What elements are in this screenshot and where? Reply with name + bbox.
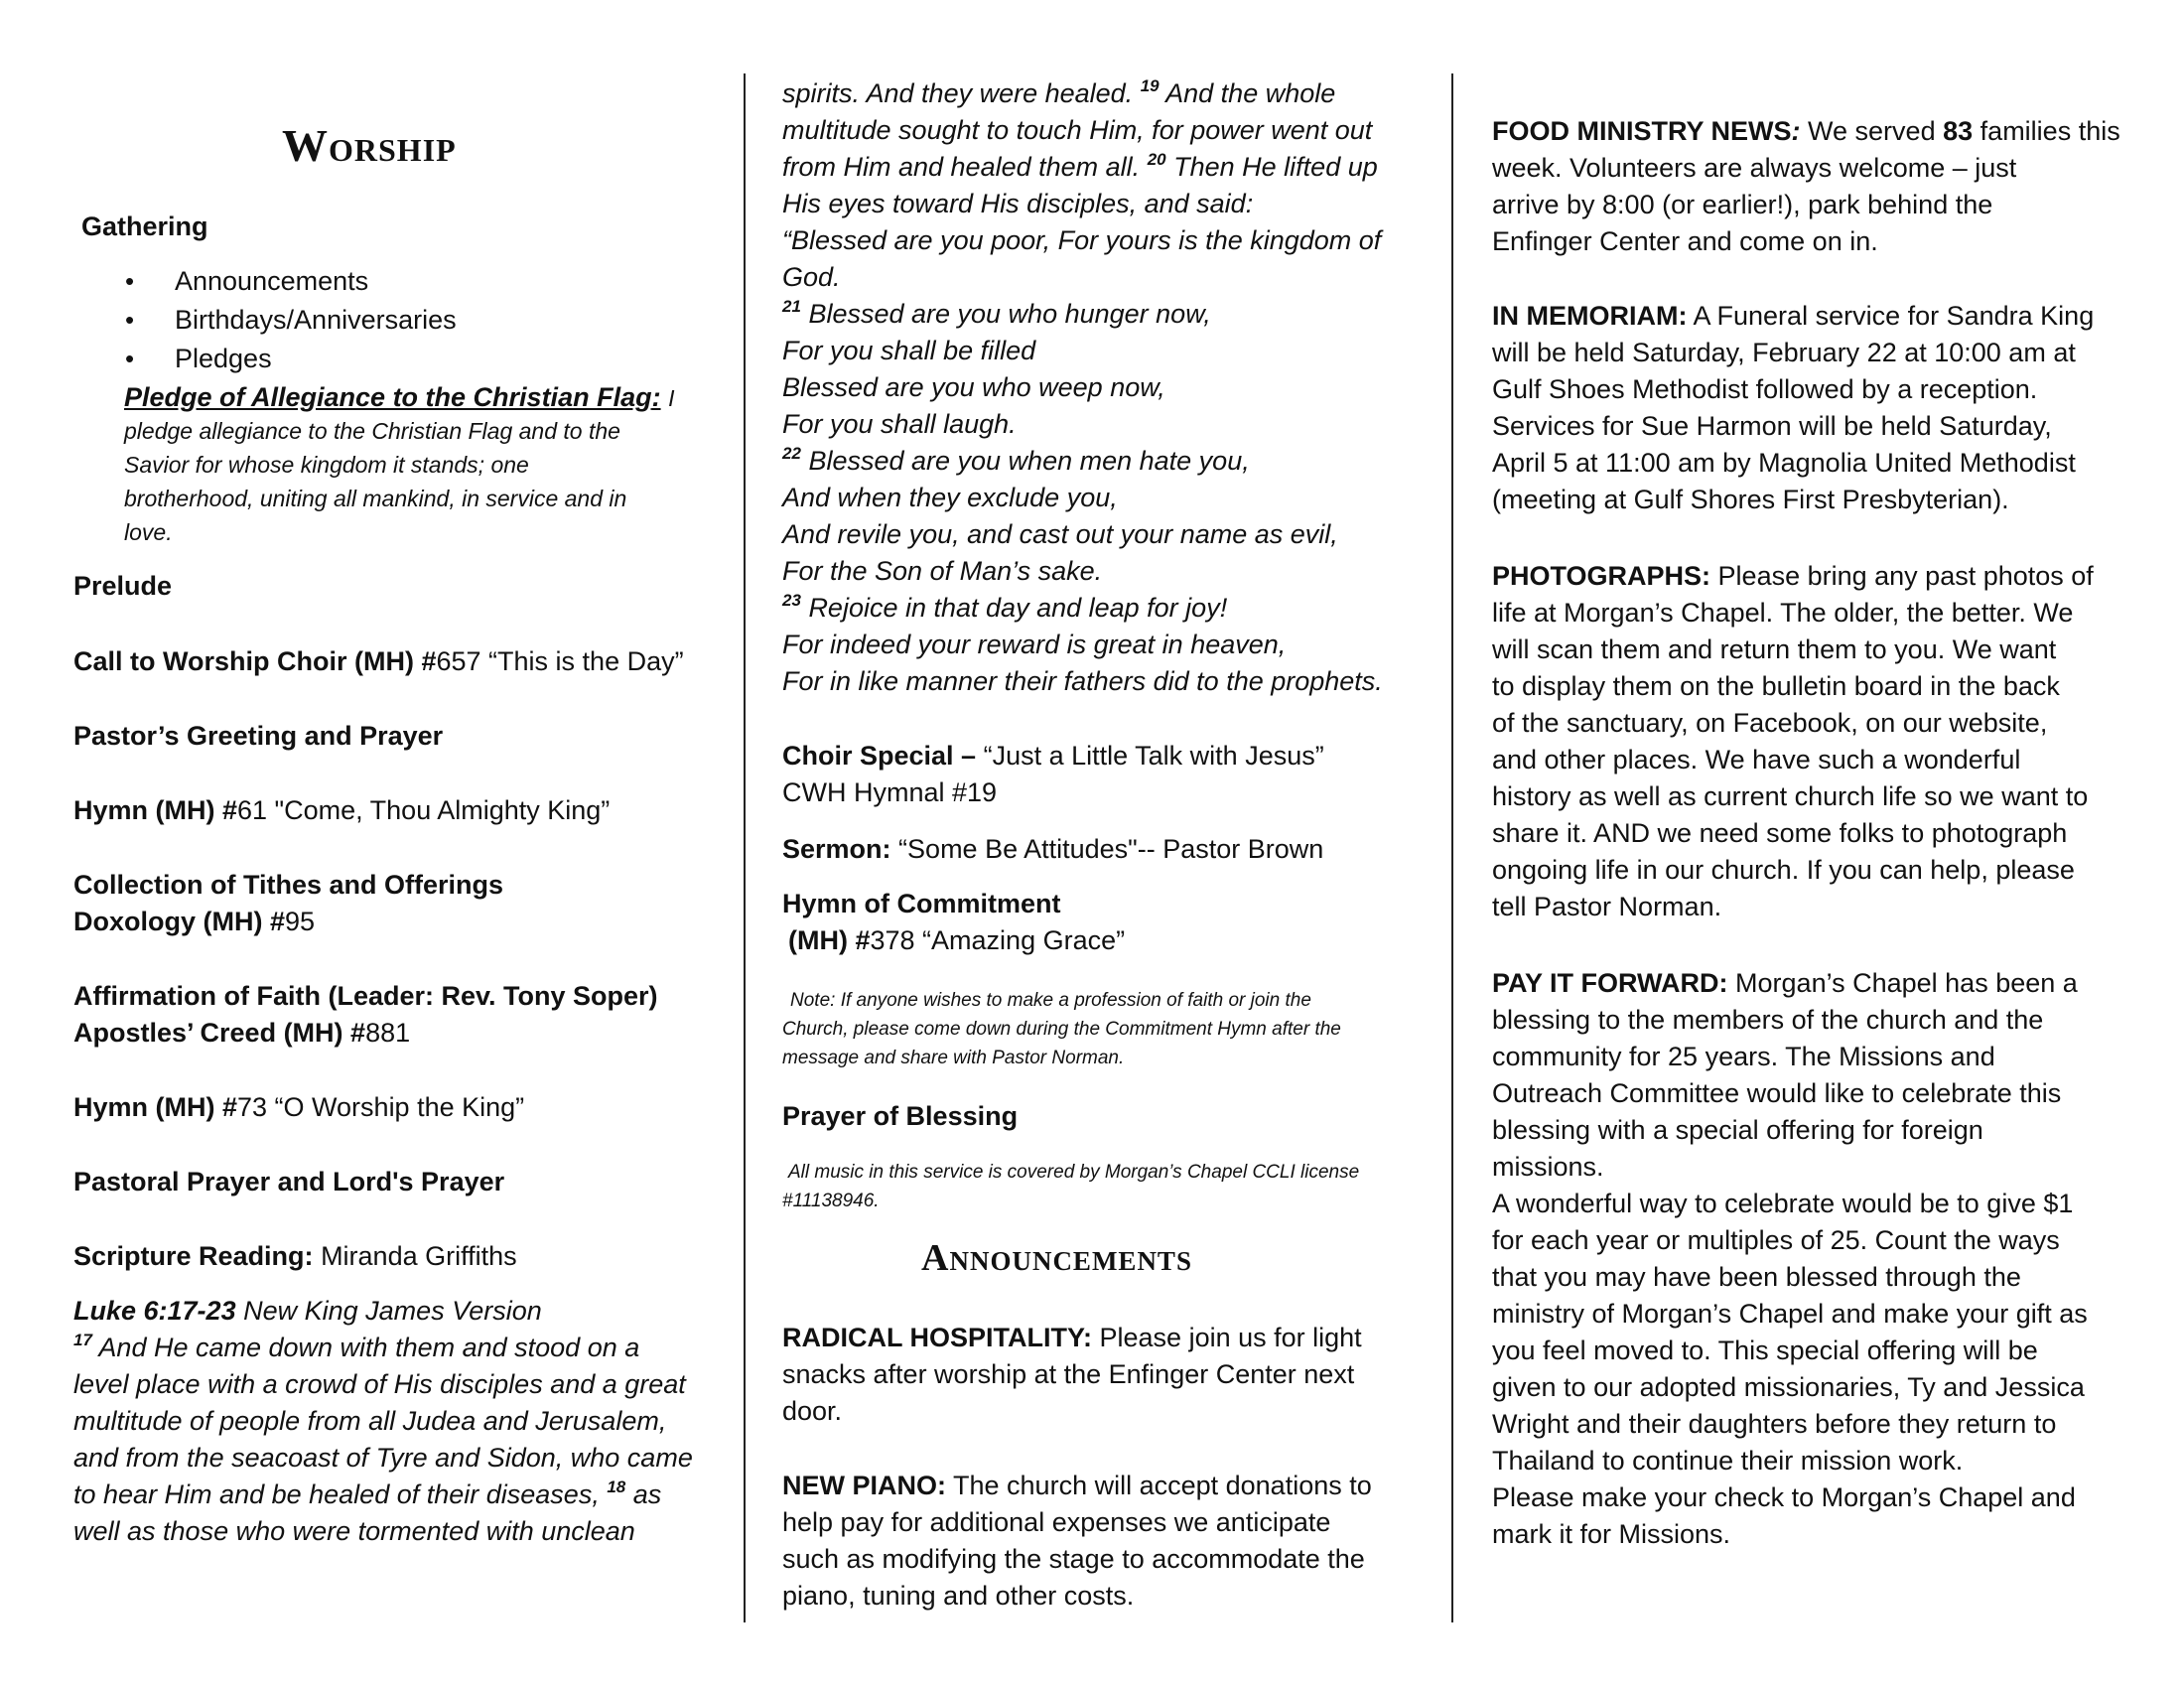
scripture-text: to hear Him and be healed of their diseases, (73, 1479, 600, 1509)
prelude-heading: Prelude (73, 571, 173, 601)
pay-it-forward-label: PAY IT FORWARD: (1492, 968, 1728, 998)
food-ministry-text: families this (1979, 116, 2120, 146)
scripture-label: Scripture Reading: (73, 1241, 314, 1271)
verse-number: 19 (1140, 76, 1160, 95)
scripture-text: And He came down with them and stood on a (98, 1333, 640, 1362)
pay-it-forward-text: blessing with a special offering for foreign (1492, 1115, 1983, 1145)
choir-hymnal: CWH Hymnal #19 (782, 777, 998, 807)
blessing-heading: Prayer of Blessing (782, 1101, 1019, 1131)
photographs-text: tell Pastor Norman. (1492, 892, 1722, 921)
pastoral-prayer-heading: Pastoral Prayer and Lord's Prayer (73, 1167, 505, 1196)
scripture-text: as (632, 1479, 662, 1509)
scripture-line: And when they exclude you, (782, 483, 1118, 512)
doxology (73, 904, 315, 940)
scripture-text: And the whole (1165, 78, 1336, 108)
in-memoriam (1492, 298, 2094, 335)
new-piano-text: The church will accept donations to (953, 1471, 1372, 1500)
scripture-line: multitude sought to touch Him, for power went out (782, 115, 1373, 145)
pay-it-forward-text: community for 25 years. The Missions and (1492, 1042, 1995, 1071)
in-memoriam-text: Gulf Shoes Methodist followed by a reception. (1492, 374, 2038, 404)
photographs-text: history as well as current church life so we want to (1492, 781, 2089, 811)
list-item: • Birthdays/Anniversaries (125, 301, 457, 340)
food-ministry-colon: : (1791, 116, 1801, 146)
verse-number: 22 (782, 444, 801, 463)
scripture-text: spirits. And they were healed. (782, 78, 1134, 108)
passage-ref: Luke 6:17-23 (73, 1296, 236, 1326)
families-served-count: 83 (1943, 116, 1974, 146)
pay-it-forward-text: blessing to the members of the church and the (1492, 1005, 2044, 1035)
scripture-line (782, 75, 1335, 112)
scripture-line (73, 1477, 661, 1513)
scripture-line: For you shall be filled (782, 336, 1036, 365)
collection-heading: Collection of Tithes and Offerings (73, 870, 504, 900)
radical-hospitality-text: Please join us for light (1099, 1323, 1362, 1352)
new-piano-label: NEW PIANO: (782, 1471, 946, 1500)
scripture-line (782, 296, 1211, 333)
in-memoriam-label: IN MEMORIAM: (1492, 301, 1688, 331)
scripture-line (73, 1330, 639, 1366)
passage-reference (73, 1293, 542, 1330)
sermon-title: “Some Be Attitudes"-- Pastor Brown (898, 834, 1324, 864)
photographs-text: of the sanctuary, on Facebook, on our website, (1492, 708, 2048, 738)
verse-number: 23 (782, 591, 801, 610)
scripture-reader: Miranda Griffiths (321, 1241, 517, 1271)
choir-special (782, 738, 1324, 774)
choir-special-song: “Just a Little Talk with Jesus” (983, 741, 1324, 771)
pledge-colon: : (651, 382, 661, 412)
food-ministry-text: arrive by 8:00 (or earlier!), park behind the (1492, 190, 1993, 219)
radical-hospitality (782, 1320, 1362, 1356)
photographs-label: PHOTOGRAPHS: (1492, 561, 1711, 591)
photographs (1492, 558, 2094, 595)
pay-it-forward-text: Wright and their daughters before they return to (1492, 1409, 2057, 1439)
worship-title: Worship (282, 120, 457, 171)
hymn-2-value: 73 “O Worship the King” (237, 1092, 525, 1122)
scripture-line: For indeed your reward is great in heaven, (782, 630, 1287, 659)
verse-number: 20 (1147, 150, 1166, 169)
announcements-title: Announcements (921, 1237, 1192, 1279)
apostles-creed (73, 1015, 410, 1052)
pledge-text: love. (124, 519, 173, 545)
in-memoriam-text: A Funeral service for Sandra King (1693, 301, 2095, 331)
commitment-value: 378 “Amazing Grace” (870, 925, 1126, 955)
in-memoriam-text: Services for Sue Harmon will be held Saturday, (1492, 411, 2052, 441)
gathering-heading: Gathering (81, 211, 208, 241)
photographs-text: ongoing life in our church. If you can help, please (1492, 855, 2075, 885)
scripture-line: Blessed are you who weep now, (782, 372, 1165, 402)
food-ministry-text: Enfinger Center and come on in. (1492, 226, 1878, 256)
pay-it-forward-text: given to our adopted missionaries, Ty and Jessica (1492, 1372, 2085, 1402)
commitment-note: message and share with Pastor Norman. (782, 1048, 1125, 1068)
in-memoriam-text: will be held Saturday, February 22 at 10:00 am at (1492, 338, 2076, 367)
verse-number: 17 (73, 1331, 92, 1349)
radical-hospitality-text: door. (782, 1396, 843, 1426)
choir-special-label: Choir Special – (782, 741, 977, 771)
scripture-line: and from the seacoast of Tyre and Sidon, who came (73, 1443, 693, 1473)
gathering-list (125, 262, 457, 378)
photographs-text: Please bring any past photos of (1717, 561, 2094, 591)
radical-hospitality-text: snacks after worship at the Enfinger Center next (782, 1359, 1355, 1389)
pledge-title-line (124, 379, 674, 416)
pay-it-forward-text: for each year or multiples of 25. Count the ways (1492, 1225, 2060, 1255)
scripture-line (782, 443, 1250, 480)
commitment-hymn (788, 922, 1125, 959)
hymn-1-value: 61 "Come, Thou Almighty King” (237, 795, 611, 825)
doxology-label: Doxology (MH) # (73, 907, 285, 936)
scripture-line: And revile you, and cast out your name as evil, (782, 519, 1338, 549)
pay-it-forward-text: missions. (1492, 1152, 1604, 1182)
scripture-line: For in like manner their fathers did to the prophets. (782, 666, 1383, 696)
food-ministry-text: We served (1808, 116, 1936, 146)
photographs-text: life at Morgan’s Chapel. The older, the better. We (1492, 598, 2074, 628)
commitment-heading: Hymn of Commitment (782, 889, 1061, 918)
pay-it-forward-text: A wonderful way to celebrate would be to give $1 (1492, 1189, 2074, 1218)
hymn-1 (73, 792, 610, 829)
column-divider-right (1451, 73, 1453, 1622)
pledge-text: brotherhood, uniting all mankind, in service and in (124, 486, 627, 511)
scripture-text: Rejoice in that day and leap for joy! (808, 593, 1228, 623)
new-piano-text: help pay for additional expenses we anticipate (782, 1507, 1331, 1537)
column-divider-left (744, 73, 746, 1622)
pledge-text: Savior for whose kingdom it stands; one (124, 452, 529, 478)
food-ministry-text: week. Volunteers are always welcome – just (1492, 153, 2017, 183)
creed-label: Apostles’ Creed (MH) # (73, 1018, 366, 1048)
commitment-label: (MH) # (788, 925, 871, 955)
verse-number: 18 (607, 1477, 626, 1496)
food-ministry-label: FOOD MINISTRY NEWS (1492, 116, 1792, 146)
hymn-2 (73, 1089, 524, 1126)
license-note: All music in this service is covered by Morgan’s Chapel CCLI license (788, 1162, 1360, 1183)
scripture-line: multitude of people from all Judea and Jerusalem, (73, 1406, 667, 1436)
commitment-note: Church, please come down during the Commitment Hymn after the (782, 1019, 1341, 1040)
scripture-text: Then He lifted up (1173, 152, 1378, 182)
scripture-line (782, 590, 1227, 627)
photographs-text: to display them on the bulletin board in the back (1492, 671, 2060, 701)
scripture-line (782, 149, 1378, 186)
pay-it-forward-text: Please make your check to Morgan’s Chapel and (1492, 1482, 2076, 1512)
food-ministry (1492, 113, 2120, 150)
commitment-note: Note: If anyone wishes to make a profession of faith or join the (790, 990, 1311, 1011)
license-note: #11138946. (782, 1191, 880, 1211)
passage-version: New King James Version (243, 1296, 542, 1326)
pay-it-forward-text: that you may have been blessed through the (1492, 1262, 2021, 1292)
pay-it-forward-text: Outreach Committee would like to celebrate this (1492, 1078, 2062, 1108)
call-to-worship (73, 643, 684, 680)
radical-hospitality-label: RADICAL HOSPITALITY: (782, 1323, 1092, 1352)
scripture-line: For you shall laugh. (782, 409, 1017, 439)
pledge-title: Pledge of Allegiance to the Christian Flag (124, 382, 652, 412)
sermon (782, 831, 1323, 868)
new-piano (782, 1468, 1372, 1504)
new-piano-text: such as modifying the stage to accommodate the (782, 1544, 1365, 1574)
photographs-text: and other places. We have such a wonderful (1492, 745, 2021, 774)
scripture-text: Blessed are you who hunger now, (808, 299, 1211, 329)
scripture-text: Blessed are you when men hate you, (808, 446, 1250, 476)
call-to-worship-value: 657 “This is the Day” (436, 646, 684, 676)
greeting-heading: Pastor’s Greeting and Prayer (73, 721, 444, 751)
scripture-line: “Blessed are you poor, For yours is the kingdom of (782, 225, 1382, 255)
call-to-worship-label: Call to Worship Choir (MH) # (73, 646, 437, 676)
list-item: • Pledges (125, 340, 457, 378)
scripture-line: For the Son of Man’s sake. (782, 556, 1103, 586)
pay-it-forward-text: Thailand to continue their mission work. (1492, 1446, 1964, 1476)
verse-number: 21 (782, 297, 801, 316)
hymn-1-label: Hymn (MH) # (73, 795, 238, 825)
scripture-line: God. (782, 262, 841, 292)
hymn-2-label: Hymn (MH) # (73, 1092, 238, 1122)
pay-it-forward-text: Morgan’s Chapel has been a (1735, 968, 2078, 998)
scripture-line: well as those who were tormented with unclean (73, 1516, 635, 1546)
pledge-text: pledge allegiance to the Christian Flag and to the (124, 418, 620, 444)
list-item: • Announcements (125, 262, 457, 301)
in-memoriam-text: (meeting at Gulf Shores First Presbyterian). (1492, 485, 2009, 514)
scripture-reading (73, 1238, 517, 1275)
photographs-text: will scan them and return them to you. We want (1492, 634, 2057, 664)
doxology-value: 95 (285, 907, 316, 936)
affirmation-heading: Affirmation of Faith (Leader: Rev. Tony Soper) (73, 981, 658, 1011)
scripture-line: His eyes toward His disciples, and said: (782, 189, 1254, 218)
in-memoriam-text: April 5 at 11:00 am by Magnolia United Methodist (1492, 448, 2076, 478)
photographs-text: share it. AND we need some folks to photograph (1492, 818, 2068, 848)
pay-it-forward-text: mark it for Missions. (1492, 1519, 1731, 1549)
pledge-text: I (668, 385, 675, 411)
new-piano-text: piano, tuning and other costs. (782, 1581, 1135, 1611)
pay-it-forward-text: ministry of Morgan’s Chapel and make your gift as (1492, 1299, 2088, 1329)
creed-value: 881 (365, 1018, 411, 1048)
pay-it-forward-text: you feel moved to. This special offering will be (1492, 1336, 2038, 1365)
scripture-line: level place with a crowd of His disciples and a great (73, 1369, 686, 1399)
sermon-label: Sermon: (782, 834, 891, 864)
scripture-text: from Him and healed them all. (782, 152, 1141, 182)
pay-it-forward (1492, 965, 2078, 1002)
